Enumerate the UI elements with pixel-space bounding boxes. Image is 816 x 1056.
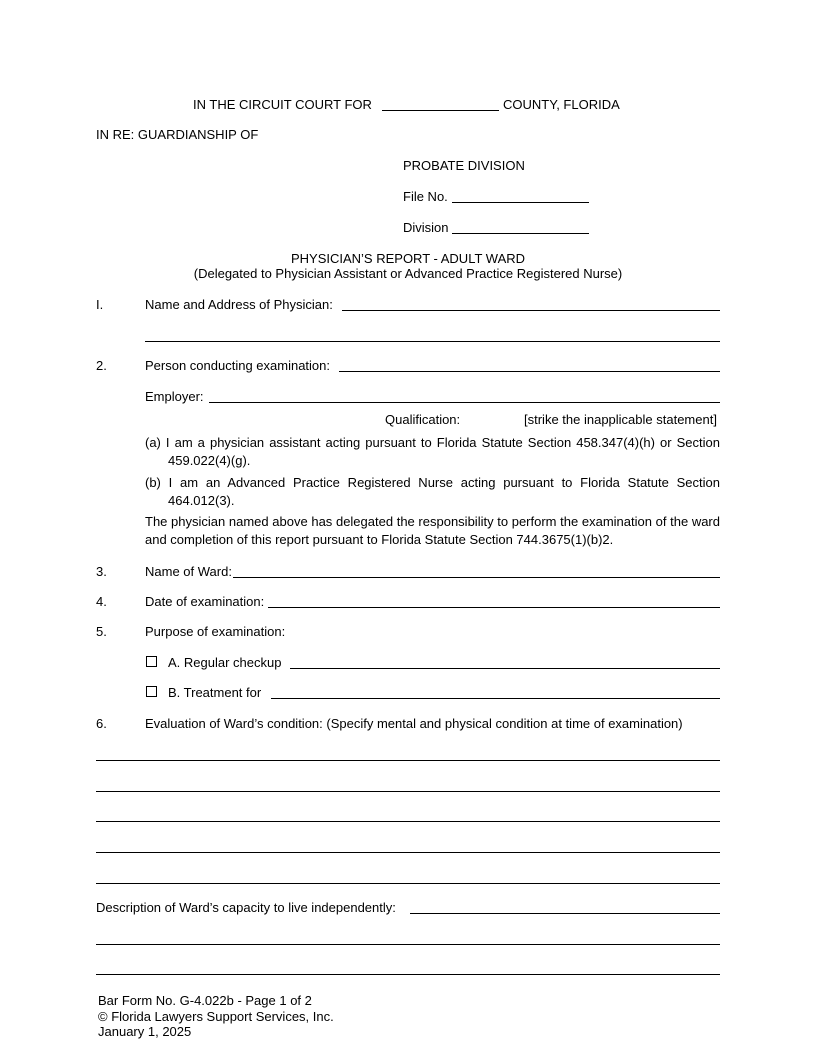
employer-label: Employer: [145,389,204,404]
evaluation-line-1[interactable] [96,760,720,761]
court-prefix: IN THE CIRCUIT COURT FOR [193,97,372,112]
examiner-blank[interactable] [339,371,720,372]
regular-checkup-checkbox[interactable] [146,656,157,667]
file-no-blank[interactable] [452,202,589,203]
capacity-line-1[interactable] [410,913,720,914]
ward-name-blank[interactable] [233,577,720,578]
item1-label: Name and Address of Physician: [145,297,333,312]
physician-address-blank[interactable] [145,341,720,342]
strike-note: [strike the inapplicable statement] [524,412,717,427]
treatment-label: B. Treatment for [168,685,262,700]
division-blank[interactable] [452,233,589,234]
item5-label: Purpose of examination: [145,624,286,639]
employer-blank[interactable] [209,402,720,403]
page-subtitle: (Delegated to Physician Assistant or Advanced Practice Registered Nurse) [193,266,623,281]
item3-number: 3. [96,564,107,579]
delegation-statement: The physician named above has delegated the responsibility to perform the examination of the ward and completion of this report pursuant to Florida Statute Section 744.3675(1)(b)2. [145,514,720,547]
item6-number: 6. [96,716,107,731]
court-suffix: COUNTY, FLORIDA [503,97,620,112]
probate-division: PROBATE DIVISION [403,158,525,173]
file-no-label: File No. [403,189,448,204]
capacity-line-2[interactable] [96,944,720,945]
evaluation-line-5[interactable] [96,883,720,884]
item1-number: I. [96,297,104,312]
footer-date: January 1, 2025 [98,1024,192,1039]
item4-number: 4. [96,594,107,609]
evaluation-line-4[interactable] [96,852,720,853]
qualification-option-a: (a) I am a physician assistant acting pursuant to Florida Statute Section 458.347(4)(h) or Section 459.022(4)(g). [145,435,720,468]
evaluation-line-3[interactable] [96,821,720,822]
regular-checkup-blank[interactable] [290,668,720,669]
qualification-option-b: (b) I am an Advanced Practice Registered Nurse acting pursuant to Florida Statute Section 464.012(3). [145,475,720,508]
court-caption [193,97,372,113]
exam-date-blank[interactable] [268,607,720,608]
treatment-blank[interactable] [271,698,720,699]
footer-form-no: Bar Form No. G-4.022b - Page 1 of 2 [98,993,312,1008]
county-blank[interactable] [382,110,499,111]
item4-label: Date of examination: [145,594,265,609]
division-label: Division [403,220,449,235]
capacity-line-3[interactable] [96,974,720,975]
treatment-checkbox[interactable] [146,686,157,697]
page-title: PHYSICIAN’S REPORT - ADULT WARD [290,251,526,266]
footer-copyright: © Florida Lawyers Support Services, Inc. [98,1009,334,1024]
item6-label: Evaluation of Ward’s condition: (Specify mental and physical condition at time of examination) [145,716,683,731]
evaluation-line-2[interactable] [96,791,720,792]
item2-number: 2. [96,358,107,373]
qualification-label: Qualification: [385,412,461,427]
item2-label: Person conducting examination: [145,358,331,373]
physician-name-blank[interactable] [342,310,720,311]
in-re-heading: IN RE: GUARDIANSHIP OF [96,127,259,142]
capacity-label: Description of Ward’s capacity to live independently: [96,900,396,915]
regular-checkup-label: A. Regular checkup [168,655,282,670]
item3-label: Name of Ward: [145,564,232,579]
item5-number: 5. [96,624,107,639]
